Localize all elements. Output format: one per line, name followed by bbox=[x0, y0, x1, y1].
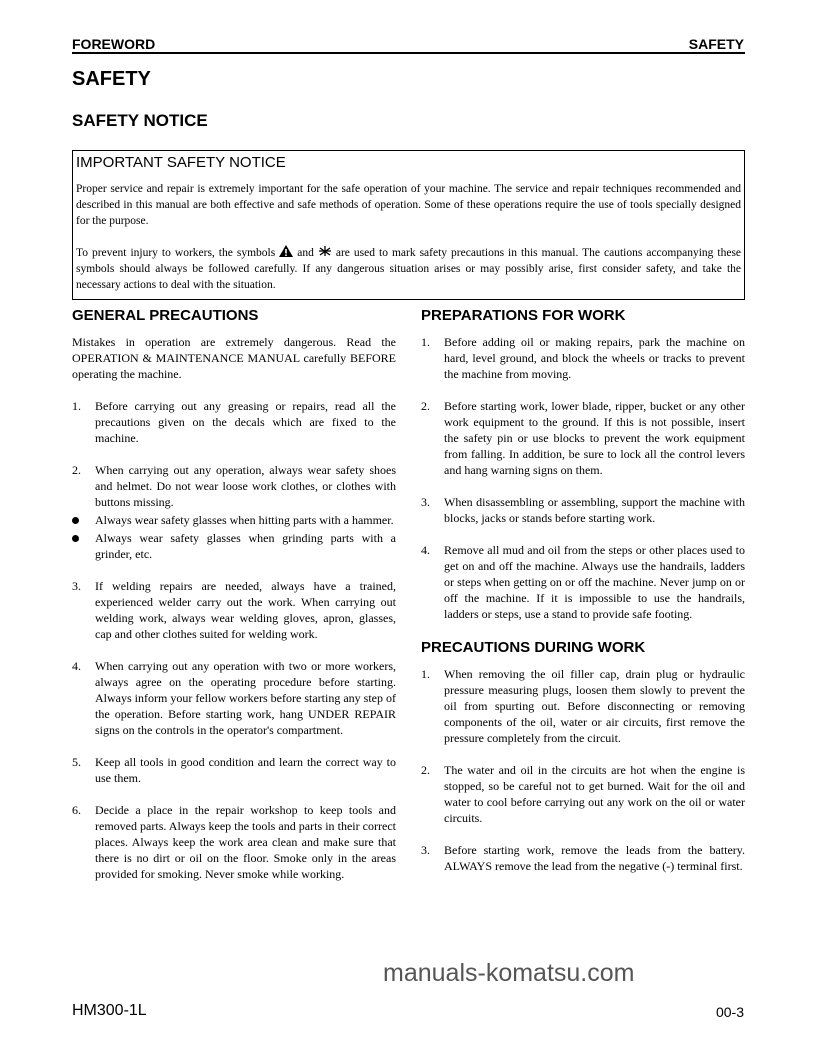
header-section: FOREWORD bbox=[72, 36, 156, 52]
caution-symbol-icon bbox=[318, 245, 332, 257]
item-text: Always wear safety glasses when grinding parts with a grinder, etc. bbox=[95, 531, 396, 561]
item-text: Before starting work, lower blade, ripper, bucket or any other work equipment to the ground. If this is not possible, insert the safety pin or use blocks to prevent the work equipment from falling. In addition, be sure to lock all the control levers and hang warning signs on them. bbox=[444, 399, 745, 477]
item-text: If welding repairs are needed, always have a trained, experienced welder carry out the work. When carrying out welding work, always wear welding gloves, apron, glasses, cap and other clothes suited for welding work. bbox=[95, 579, 396, 641]
notice-paragraph-2 bbox=[76, 245, 741, 293]
list-item bbox=[72, 462, 396, 510]
item-text: Before adding oil or making repairs, park the machine on hard, level ground, and block the wheels or tracks to prevent the machine from moving. bbox=[444, 335, 745, 381]
page-content bbox=[72, 150, 745, 898]
item-number: 1. bbox=[421, 667, 430, 681]
bullet-icon bbox=[72, 535, 79, 542]
item-text: When carrying out any operation, always wear safety shoes and helmet. Do not wear loose work clothes, or clothes with buttons missing. bbox=[95, 463, 396, 509]
footer-page-number: 00-3 bbox=[715, 1004, 744, 1020]
list-item bbox=[72, 578, 396, 642]
header-rule bbox=[72, 52, 745, 54]
list-item bbox=[421, 334, 745, 382]
item-number: 1. bbox=[72, 399, 81, 413]
warning-triangle-icon bbox=[279, 245, 293, 257]
general-precautions-heading: GENERAL PRECAUTIONS bbox=[72, 307, 259, 324]
item-text: Decide a place in the repair workshop to keep tools and removed parts. Always keep the tools and parts in their correct places. Always keep the work area clean and make sure that there is no dirt or oil on the floor. Smoke only in the areas provided for smoking. Never smoke while working. bbox=[95, 803, 396, 881]
item-number: 2. bbox=[72, 463, 81, 477]
general-intro: Mistakes in operation are extremely dangerous. Read the OPERATION & MAINTENANCE MANUAL carefully BEFORE operating the machine. bbox=[72, 335, 396, 381]
item-text: The water and oil in the circuits are hot when the engine is stopped, so be careful not to get burned. Wait for the oil and water to cool before carrying out any work on the oil or water circuits. bbox=[444, 763, 745, 825]
item-number: 3. bbox=[72, 579, 81, 593]
list-item bbox=[72, 658, 396, 738]
important-safety-notice-box bbox=[72, 150, 745, 300]
item-text: Before carrying out any greasing or repairs, read all the precautions given on the decals which are fixed to the machine. bbox=[95, 399, 396, 445]
list-item bbox=[421, 494, 745, 526]
item-number: 1. bbox=[421, 335, 430, 349]
item-number: 5. bbox=[72, 755, 81, 769]
list-item bbox=[72, 530, 396, 562]
notice-heading: IMPORTANT SAFETY NOTICE bbox=[76, 154, 286, 171]
item-text: When carrying out any operation with two or more workers, always agree on the operating procedure before starting. Always inform your fellow workers before starting any step of the operation. Before starting work, hang UNDER REPAIR signs on the controls in the operator's compartment. bbox=[95, 659, 396, 737]
item-number: 6. bbox=[72, 803, 81, 817]
watermark: manuals-komatsu.com bbox=[383, 959, 635, 987]
item-text: Keep all tools in good condition and learn the correct way to use them. bbox=[95, 755, 396, 785]
header-chapter: SAFETY bbox=[688, 36, 744, 52]
item-number: 3. bbox=[421, 495, 430, 509]
item-text: Before starting work, remove the leads from the battery. ALWAYS remove the lead from the negative (-) terminal first. bbox=[444, 843, 745, 873]
item-text: Always wear safety glasses when hitting parts with a hammer. bbox=[95, 513, 394, 527]
list-item bbox=[421, 398, 745, 478]
list-item bbox=[421, 842, 745, 874]
two-column-body bbox=[72, 306, 745, 898]
item-number: 4. bbox=[72, 659, 81, 673]
item-number: 3. bbox=[421, 843, 430, 857]
list-item bbox=[72, 398, 396, 446]
left-column bbox=[72, 306, 396, 898]
bullet-icon bbox=[72, 517, 79, 524]
preparations-heading: PREPARATIONS FOR WORK bbox=[421, 307, 626, 324]
list-item bbox=[421, 542, 745, 622]
during-work-heading: PRECAUTIONS DURING WORK bbox=[421, 639, 646, 656]
notice-text: To prevent injury to workers, the symbols bbox=[76, 247, 276, 259]
section-title: SAFETY NOTICE bbox=[72, 111, 208, 130]
item-text: When removing the oil filler cap, drain plug or hydraulic pressure measuring plugs, loosen them slowly to prevent the oil from spurting out. Before disconnecting or removing components of the oil, water or air circuits, first remove the pressure completely from the circuit. bbox=[444, 667, 745, 745]
list-item bbox=[421, 666, 745, 746]
notice-text: are used to mark safety precautions in this manual. The cautions accompanying these symbols should always be followed carefully. If any dangerous situation arises or may possibly arise, first consider safety, and take the necessary actions to deal with the situation. bbox=[76, 247, 742, 291]
item-number: 2. bbox=[421, 763, 430, 777]
list-item bbox=[72, 512, 396, 528]
list-item bbox=[421, 762, 745, 826]
notice-text: and bbox=[297, 247, 314, 259]
item-number: 2. bbox=[421, 399, 430, 413]
page-title: SAFETY bbox=[72, 68, 151, 90]
list-item bbox=[72, 802, 396, 882]
footer-model: HM300-1L bbox=[72, 1002, 147, 1019]
notice-paragraph-1: Proper service and repair is extremely important for the safe operation of your machine. The service and repair techniques recommended and described in this manual are both effective and safe methods of operation. Some of these operations require the use of tools specially designed for the purpose. bbox=[76, 183, 741, 227]
list-item bbox=[72, 754, 396, 786]
item-text: Remove all mud and oil from the steps or other places used to get on and off the machine. Always use the handrails, ladders or steps when getting on or off the machine. Never jump on or off the machine. If it is impossible to use the handrails, ladders or steps, use a stand to provide safe footing. bbox=[444, 543, 745, 621]
item-number: 4. bbox=[421, 543, 430, 557]
item-text: When disassembling or assembling, support the machine with blocks, jacks or stands before starting work. bbox=[444, 495, 745, 525]
right-column bbox=[421, 306, 745, 898]
